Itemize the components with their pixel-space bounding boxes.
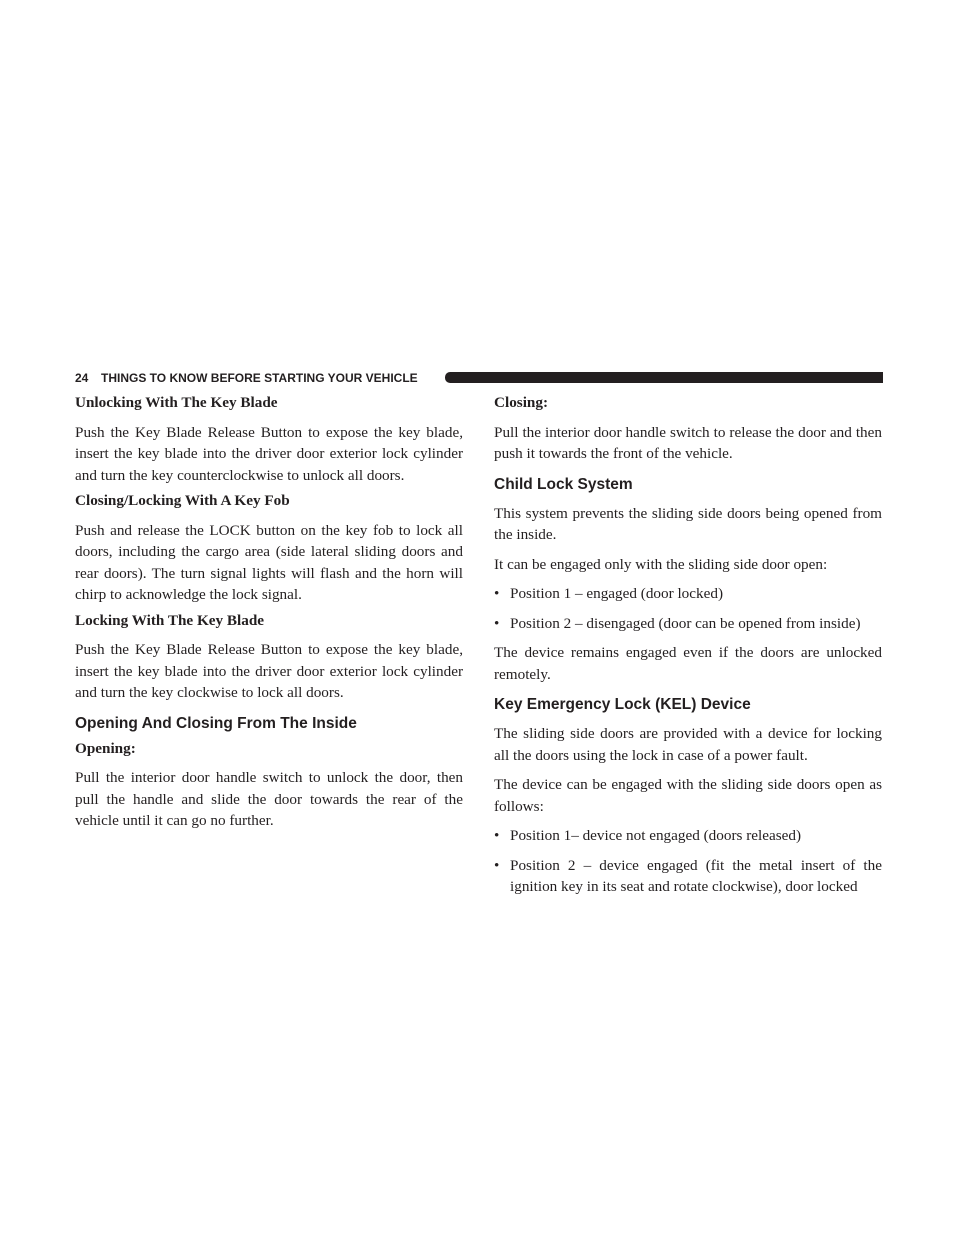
paragraph-lock-key-blade: Push the Key Blade Release Button to expose the key blade, insert the key blade into the driver door exterior lock cylinder and turn the key clockwise to lock all doors.	[75, 641, 463, 701]
bullet: •	[494, 585, 500, 602]
subheading-closing: Closing:	[494, 394, 549, 411]
heading-child-lock: Child Lock System	[494, 475, 633, 493]
paragraph-key-fob: Push and release the LOCK button on the key fob to lock all doors, including the cargo area (side lateral sliding doors and rear doors). The turn signal lights will flash and the horn will chirp to acknowledge the lock signal.	[75, 521, 463, 603]
child-lock-list	[494, 583, 882, 634]
list-item: • Position 2 – device engaged (fit the metal insert of the ignition key in its seat and rotate clockwise), door locked	[494, 856, 882, 895]
paragraph-child-lock-1: This system prevents the sliding side doors being opened from the inside.	[494, 504, 882, 543]
list-item: • Position 1– device not engaged (doors released)	[494, 825, 882, 847]
paragraph-child-lock-2: It can be engaged only with the sliding side door open:	[494, 555, 828, 573]
section-title: THINGS TO KNOW BEFORE STARTING YOUR VEHICLE	[101, 371, 418, 385]
subheading-unlock-key-blade: Unlocking With The Key Blade	[75, 394, 278, 411]
kel-list	[494, 825, 882, 898]
left-column	[75, 388, 463, 832]
paragraph-opening: Pull the interior door handle switch to unlock the door, then pull the handle and slide the door towards the rear of the vehicle until it can go no further.	[75, 769, 463, 829]
subheading-key-fob: Closing/Locking With A Key Fob	[75, 492, 290, 509]
paragraph-kel-2: The device can be engaged with the sliding side doors open as follows:	[494, 776, 882, 815]
page-number: 24	[75, 371, 89, 385]
subheading-opening: Opening:	[75, 739, 136, 757]
list-item: • Position 2 – disengaged (door can be opened from inside)	[494, 613, 882, 635]
header-rule-bar	[445, 372, 883, 383]
heading-opening-closing-inside: Opening And Closing From The Inside	[75, 714, 357, 732]
heading-kel-device: Key Emergency Lock (KEL) Device	[494, 696, 751, 713]
paragraph-closing: Pull the interior door handle switch to release the door and then push it towards the front of the vehicle.	[494, 423, 882, 462]
page-header	[75, 370, 883, 386]
bullet: •	[494, 856, 500, 874]
paragraph-unlock-key-blade: Push the Key Blade Release Button to expose the key blade, insert the key blade into the driver door exterior lock cylinder and turn the key counterclockwise to unlock all doors.	[75, 423, 463, 484]
bullet: •	[494, 614, 500, 632]
subheading-lock-key-blade: Locking With The Key Blade	[75, 611, 265, 629]
paragraph-child-lock-3: The device remains engaged even if the doors are unlocked remotely.	[494, 644, 882, 683]
paragraph-kel-1: The sliding side doors are provided with a device for locking all the doors using the lock in case of a power fault.	[494, 725, 882, 764]
right-column	[494, 388, 882, 898]
list-item: • Position 1 – engaged (door locked)	[494, 583, 882, 605]
bullet: •	[494, 827, 500, 844]
